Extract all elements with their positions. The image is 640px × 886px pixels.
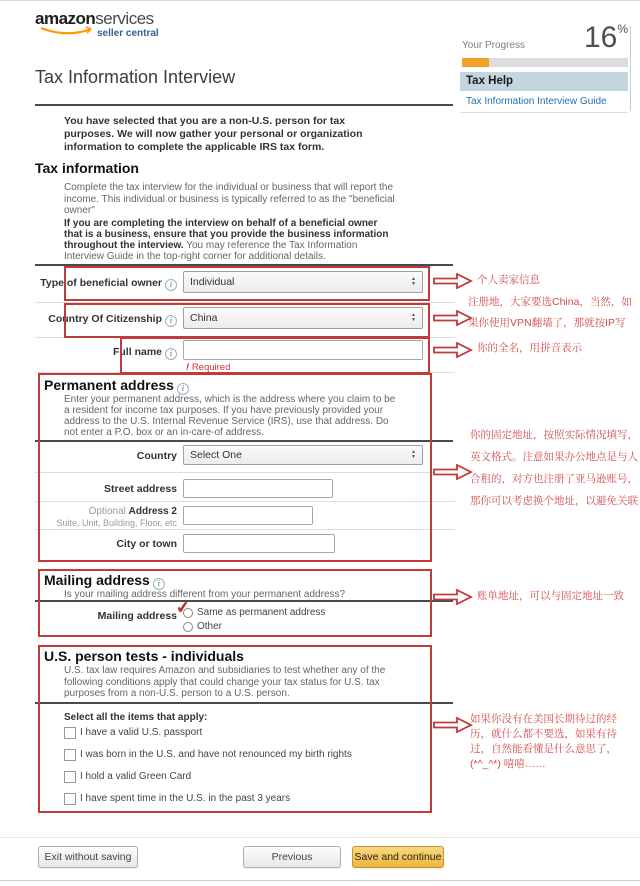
tax-information-para2-bold: If you are completing the interview on behalf of a beneficial owner that is a business, ensure that you provide the business information throughout the interview.: [64, 218, 389, 251]
country-label: Country: [136, 450, 177, 462]
citizenship-label-text: Country Of Citizenship: [48, 313, 162, 325]
footer-bottom-divider: [0, 880, 640, 881]
previous-button[interactable]: Previous: [243, 846, 341, 868]
full-name-input[interactable]: [183, 340, 423, 360]
tax-information-para2: [64, 218, 396, 262]
permanent-address-heading: [44, 377, 189, 395]
radio-other-label[interactable]: Other: [197, 621, 223, 632]
info-icon[interactable]: [165, 279, 177, 291]
beneficial-owner-select[interactable]: [183, 271, 423, 293]
app-logo: [35, 9, 175, 47]
tax-information-rule: [35, 264, 453, 266]
beneficial-owner-value: Individual: [190, 276, 235, 288]
progress-value: [528, 21, 628, 55]
city-label: City or town: [116, 538, 177, 550]
required-note: [186, 362, 230, 373]
address2-input[interactable]: [183, 506, 313, 525]
intro-paragraph: You have selected that you are a non-U.S. person for tax purposes. We will now gather your personal or organization information to complete the applicable IRS tax form.: [64, 115, 363, 153]
row-divider: [35, 501, 455, 502]
mailing-address-heading: [44, 572, 165, 590]
row-divider: [35, 529, 455, 530]
citizenship-value: China: [190, 312, 218, 324]
checkbox-born-in-us-label[interactable]: I was born in the U.S. and have not renounced my birth rights: [80, 749, 352, 760]
tax-information-para1: Complete the tax interview for the individual or business that will report the income. This individual or business is typically referred to as the "beneficial owner": [64, 182, 395, 216]
logo-seller-central: seller central: [97, 28, 159, 39]
page-title: Tax Information Interview: [35, 67, 236, 87]
annotation-owner: 个人卖家信息: [477, 274, 540, 286]
annotation-arrow-icon: [433, 717, 473, 733]
checkbox-green-card-label[interactable]: I hold a valid Green Card: [80, 771, 192, 782]
radio-other[interactable]: [183, 622, 193, 632]
full-name-label: [35, 346, 177, 360]
permanent-rule: [35, 440, 453, 442]
tax-information-para2-rest: You may reference the Tax Information Interview Guide in the top-right corner for additional details.: [64, 240, 358, 262]
street-address-input[interactable]: [183, 479, 333, 498]
checkbox-us-passport[interactable]: [64, 727, 76, 739]
mailing-address-label: Mailing address: [97, 610, 177, 622]
annotation-arrow-icon: [433, 464, 473, 480]
tax-help-guide-link[interactable]: Tax Information Interview Guide: [460, 91, 628, 113]
row-divider: [35, 302, 455, 303]
select-updown-icon: [411, 313, 416, 323]
mailing-question: Is your mailing address different from your permanent address?: [64, 589, 346, 600]
permanent-address-heading-text: Permanent address: [44, 377, 174, 393]
city-input[interactable]: [183, 534, 335, 553]
us-tests-para: U.S. tax law requires Amazon and subsidiaries to test whether any of the following conditions apply that could change your tax status for U.S. tax purposes from a non-U.S. person to a U.S. person.: [64, 665, 386, 699]
sidebar-right-border: [630, 26, 631, 111]
logo-suffix: services: [95, 9, 154, 28]
tax-information-heading: Tax information: [35, 160, 139, 176]
address2-optional-text: Optional: [88, 506, 126, 517]
annotation-arrow-icon: [433, 342, 473, 358]
progress-bar: [462, 58, 628, 67]
annotation-us-tests: 如果你没有在美国长期待过的经历，就什么都不要选，如果有待过，自然能看懂是什么意思了，(*^_^*) 嘻嘻……: [470, 713, 617, 770]
row-divider: [35, 372, 455, 373]
checkbox-us-passport-label[interactable]: I have a valid U.S. passport: [80, 727, 203, 738]
annotation-arrow-icon: [433, 273, 473, 289]
street-address-label: Street address: [104, 483, 177, 495]
us-tests-select-label: Select all the items that apply:: [64, 712, 208, 723]
mailing-address-heading-text: Mailing address: [44, 572, 150, 588]
info-icon[interactable]: [165, 348, 177, 360]
required-text: Required: [191, 362, 231, 373]
us-tests-heading: U.S. person tests - individuals: [44, 648, 244, 664]
footer-top-divider: [0, 837, 640, 838]
checkbox-time-in-us-label[interactable]: I have spent time in the U.S. in the past 3 years: [80, 793, 291, 804]
checkbox-born-in-us[interactable]: [64, 749, 76, 761]
select-updown-icon: [411, 450, 416, 460]
permanent-address-para: Enter your permanent address, which is the address where you claim to be a resident for income tax purposes. If you have previously provided your address to the U.S. Internal Revenue Service (IRS), use that address. Do not enter a P.O. box or an in-care-of address.: [64, 394, 396, 438]
annotation-mailing: 账单地址，可以与固定地址一致: [477, 590, 624, 602]
checkbox-green-card[interactable]: [64, 771, 76, 783]
title-rule: [35, 104, 453, 106]
red-check-icon: [175, 597, 192, 619]
progress-unit: %: [617, 22, 628, 36]
row-divider: [35, 472, 455, 473]
select-updown-icon: [411, 277, 416, 287]
beneficial-owner-label-text: Type of beneficial owner: [40, 277, 162, 289]
annotation-permanent: 你的固定地址，按照实际情况填写，英文格式。注意如果办公地点是与人合租的，对方也注册了亚马逊账号，那你可以考虑换个地址，以避免关联: [470, 429, 638, 507]
info-icon[interactable]: [165, 315, 177, 327]
logo-brand: amazon: [35, 9, 96, 28]
tax-help-header: Tax Help: [460, 72, 628, 91]
full-name-label-text: Full name: [112, 346, 162, 358]
annotation-fullname: 你的全名，用拼音表示: [477, 342, 582, 354]
required-mark: !: [186, 362, 190, 373]
annotation-arrow-icon: [433, 589, 473, 605]
exit-without-saving-button[interactable]: Exit without saving: [38, 846, 138, 868]
address2-label-text: Address 2: [128, 506, 177, 517]
annotation-arrow-icon: [433, 310, 473, 326]
progress-fill: [462, 58, 489, 67]
citizenship-label: [35, 313, 177, 327]
amazon-smile-icon: [39, 26, 99, 36]
address2-label: [35, 506, 177, 517]
progress-number: 16: [583, 21, 618, 54]
progress-label: Your Progress: [462, 40, 525, 51]
radio-same-label[interactable]: Same as permanent address: [197, 607, 326, 618]
annotation-citizenship: 注册地，大家要选China，当然，如果你使用VPN翻墙了，那就按IP写: [468, 296, 632, 329]
checkbox-time-in-us[interactable]: [64, 793, 76, 805]
mailing-rule: [35, 600, 453, 602]
address2-hint: Suite, Unit, Building, Floor, etc: [56, 518, 177, 528]
country-value: Select One: [190, 449, 242, 461]
citizenship-select[interactable]: [183, 307, 423, 329]
beneficial-owner-label: [35, 277, 177, 291]
save-and-continue-button[interactable]: Save and continue: [352, 846, 444, 868]
country-select[interactable]: [183, 445, 423, 465]
us-tests-rule: [35, 702, 453, 704]
row-divider: [35, 337, 455, 338]
